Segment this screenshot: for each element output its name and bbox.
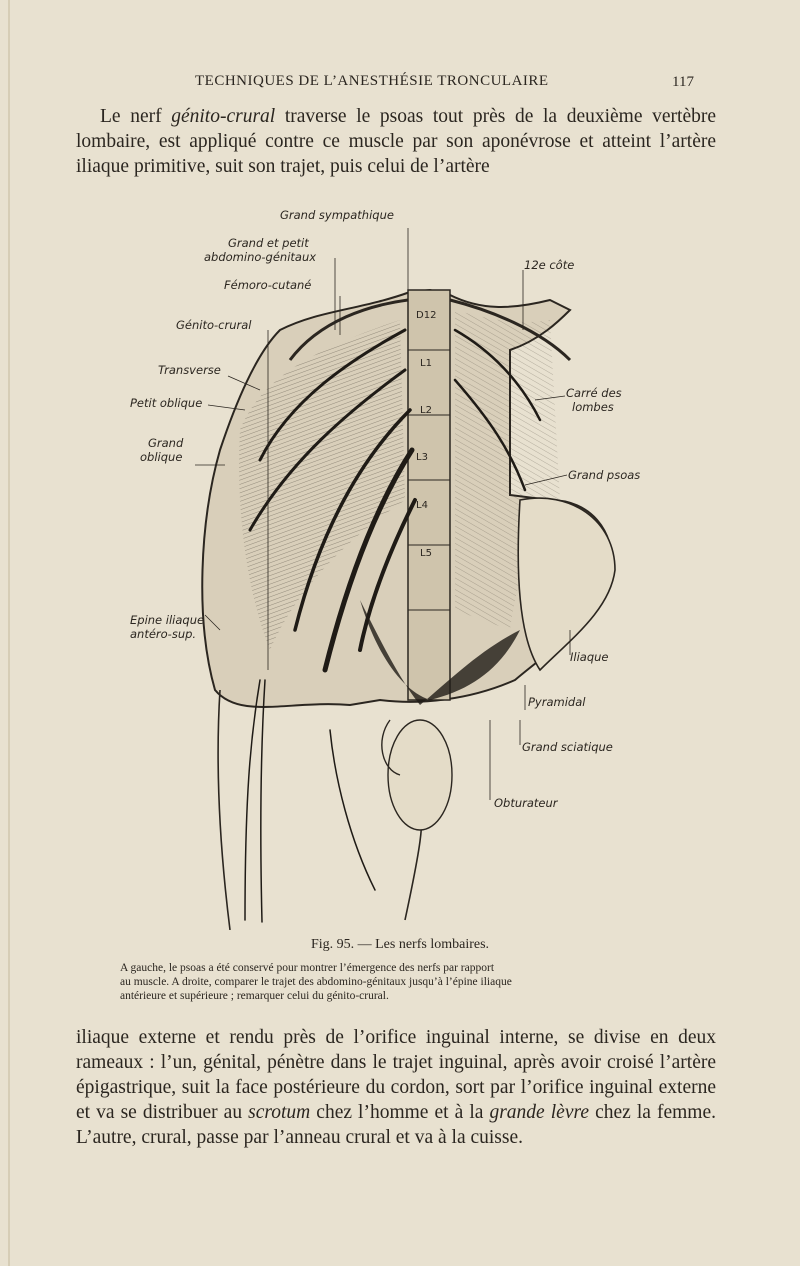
label-grand-oblique-line1: Grand: [148, 436, 184, 450]
vertebra-label: D12: [416, 310, 437, 321]
caption-line: A gauche, le psoas a été conservé pour montrer l’émergence des nerfs par rapport: [120, 962, 495, 974]
text-run: chez l’homme et à la: [310, 1102, 490, 1123]
caption-line: au muscle. A droite, comparer le trajet des abdomino-génitaux jusqu’à l’épine iliaque: [120, 976, 512, 988]
text-run: iliaque externe et rendu près de l’orifice inguinal interne, se divise en deux rameaux : l’un, génital, pénètre dans le trajet inguinal, après avoir croisé l’artère épigastrique, suit la face postérieure du cordon, sort par l’orifice inguinal externe et va se distribuer au: [76, 1027, 716, 1123]
text-run: traverse le psoas tout près de la deuxième vertèbre lombaire, est appliqué contre ce muscle par son aponévrose et atteint l’artère iliaque primitive, suit son trajet, puis celui de l’artère: [76, 106, 716, 177]
italic-term: grande lèvre: [489, 1102, 590, 1123]
caption-line: antérieure et supérieure ; remarquer celui du génito-crural.: [120, 990, 389, 1002]
vertebra-label: L1: [420, 358, 432, 369]
vertebra-label: L5: [420, 548, 432, 559]
top-paragraph: [76, 104, 716, 179]
label-grand-oblique-line2: oblique: [140, 450, 183, 464]
label-femoro-cutane: Fémoro-cutané: [224, 278, 312, 292]
label-grand-petit-line1: Grand et petit: [228, 236, 309, 250]
label-epine-line1: Epine iliaque: [130, 613, 205, 627]
label-grand-psoas: Grand psoas: [568, 468, 641, 482]
page-number: 117: [672, 74, 694, 90]
label-epine-line2: antéro-sup.: [130, 627, 197, 641]
bottom-paragraph: [76, 1025, 716, 1150]
label-carre-line1: Carré des: [566, 386, 622, 400]
text-run: Le nerf: [100, 106, 172, 127]
page-edge: [8, 0, 10, 1266]
label-obturateur: Obturateur: [494, 796, 558, 810]
label-transverse: Transverse: [158, 363, 221, 377]
label-genito-crural: Génito-crural: [176, 318, 252, 332]
figure-caption-text: [120, 961, 650, 1003]
running-title: TECHNIQUES DE L’ANESTHÉSIE TRONCULAIRE: [195, 73, 549, 89]
label-grand-sympathique: Grand sympathique: [280, 208, 394, 222]
italic-term: scrotum: [248, 1102, 311, 1123]
figure-caption-title: Fig. 95. — Les nerfs lombaires.: [310, 937, 490, 952]
label-iliaque: Iliaque: [570, 650, 609, 664]
label-carre-line2: lombes: [572, 400, 614, 414]
label-grand-petit-line2: abdomino-génitaux: [204, 250, 317, 264]
text-run: chez la femme. L’autre, crural, passe par l’anneau crural et va à la cuisse.: [76, 1102, 716, 1148]
vertebra-label: L4: [416, 500, 428, 511]
label-petit-oblique: Petit oblique: [130, 396, 203, 410]
vertebra-label: L2: [420, 405, 432, 416]
figure-illustration: [120, 200, 660, 930]
label-12e-cote: 12e côte: [524, 258, 575, 272]
italic-term: génito-crural: [171, 106, 276, 127]
vertebra-label: L3: [416, 452, 428, 463]
label-grand-sciatique: Grand sciatique: [522, 740, 613, 754]
anatomical-figure: [120, 200, 660, 930]
label-pyramidal: Pyramidal: [528, 695, 586, 709]
